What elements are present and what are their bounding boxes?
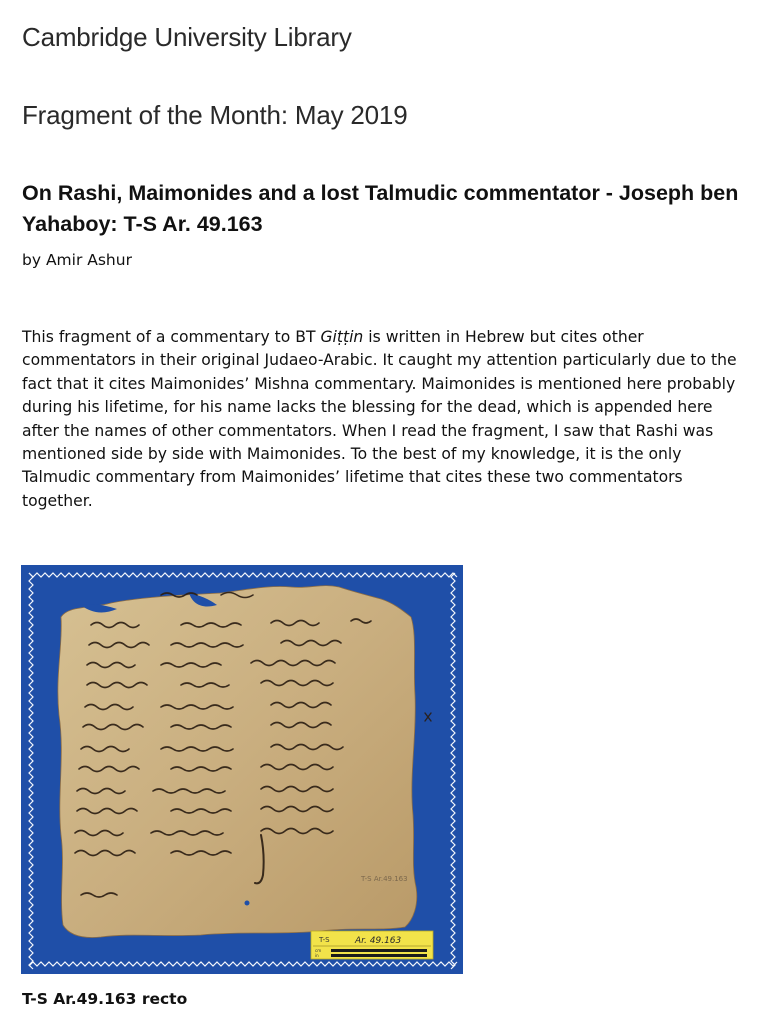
manuscript-fragment-image[interactable] — [21, 565, 463, 974]
label-scale-cm: cm — [315, 948, 322, 953]
label-ts: T-S — [319, 936, 330, 944]
article-title: On Rashi, Maimonides and a lost Talmudic commentator - Joseph ben Yahaboy: T-S Ar. 49.163 — [22, 181, 739, 236]
article-body — [22, 326, 750, 513]
site-title[interactable]: Cambridge University Library — [22, 22, 352, 52]
pencil-shelfmark: T-S Ar.49.163 — [361, 875, 408, 883]
byline: by Amir Ashur — [22, 251, 132, 269]
series-title: Fragment of the Month: May 2019 — [22, 100, 408, 130]
parchment-fragment — [58, 586, 417, 938]
body-text-start: This fragment of a commentary to BT — [22, 328, 321, 346]
fragment-photo — [21, 565, 463, 974]
label-shelfmark: Ar. 49.163 — [355, 936, 402, 946]
tractate-name: Giṭṭin — [320, 328, 364, 346]
figure-caption: T-S Ar.49.163 recto — [22, 990, 188, 1008]
shelfmark-label — [311, 931, 433, 959]
body-text-rest: is written in Hebrew but cites other commentators in their original Judaeo-Arabic. It caught my attention particularly due to the fact that it cites Maimonides’ Mishna commentary. Maimonides is mentioned here probably during his lifetime, for his name lacks the blessing for the dead, which is appended here after the names of other commentators. When I read the fragment, I saw that Rashi was mentioned side by side with Maimonides. To the best of my knowledge, it is the only Talmudic commentary from Maimonides’ lifetime that cites these two commentators together. — [22, 328, 737, 510]
label-scale-in: in — [315, 953, 319, 958]
